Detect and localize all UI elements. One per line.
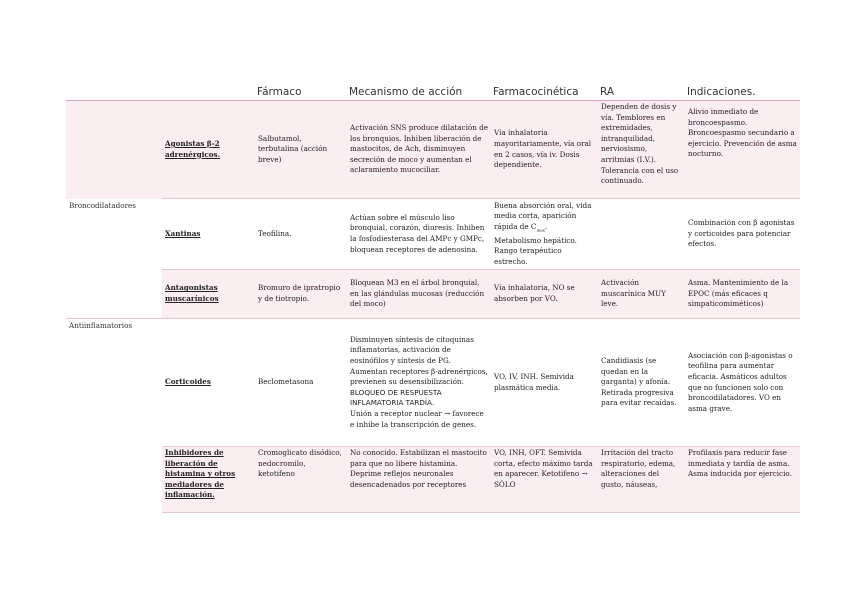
header-family: [162, 82, 255, 101]
drug-cell: Bromuro de ipratropio y de tiotropio.: [255, 270, 347, 319]
indications-cell: Profilaxis para reducir fase inmediata y tardía de asma. Asma inducida por ejercicio.: [685, 447, 800, 513]
header-drug: Fármaco: [255, 82, 347, 101]
table-row: [66, 101, 800, 199]
indications-cell: Alivio inmediato de broncoespasmo. Broncoespasmo secundario a ejercicio. Prevención de asma nocturno.: [685, 101, 800, 199]
group-cell-blank: [66, 101, 162, 199]
ra-cell: Candidiasis (se quedan en la garganta) y afonía. Retirada progresiva para evitar recaídas.: [598, 319, 685, 447]
indications-cell: Asma. Mantenimiento de la EPOC (más eficaces q simpaticomiméticos): [685, 270, 800, 319]
header-pk: Farmacocinética: [491, 82, 598, 101]
mechanism-emphasis: BLOQUEO DE RESPUESTA INFLAMATORIA TARDÍA.: [350, 387, 442, 408]
table-row: [66, 447, 800, 513]
table-row: [66, 319, 800, 447]
family-cell: Agonistas β-2 adrenérgicos.: [162, 101, 255, 199]
pk-cell: VO, IV, INH. Semivida plasmática media.: [491, 319, 598, 447]
mechanism-cell: Activación SNS produce dilatación de los bronquios. Inhiben liberación de mastocitos, de Ach, disminuyen secreción de moco y aumentan el aclaramiento mucociliar.: [347, 101, 491, 199]
pk-cell: VO, INH, OFT. Semivida corta, efecto máximo tarda en aparecer. Ketotifeno → SÓLO: [491, 447, 598, 513]
header-mechanism: Mecanismo de acción: [347, 82, 491, 101]
drug-cell: Teofilina.: [255, 199, 347, 270]
group-cell-blank: [66, 447, 162, 513]
drug-table: [66, 82, 800, 513]
table-row: [66, 270, 800, 319]
pk-cell: Vía inhalatoria, NO se absorben por VO.: [491, 270, 598, 319]
family-cell: Inhibidores de liberación de histamina y otros mediadores de inflamación.: [162, 447, 255, 513]
ra-cell: [598, 199, 685, 270]
family-cell: Antagonistas muscarínicos: [162, 270, 255, 319]
mechanism-cell: Actúan sobre el músculo liso bronquial, corazón, diuresis. Inhiben la fosfodiesterasa del AMPc y GMPc, bloquean receptores de adenosina.: [347, 199, 491, 270]
pk-cell: Vía inhalatoria mayoritariamente, vía oral en 2 casos, vía iv. Dosis dependiente.: [491, 101, 598, 199]
mechanism-text: Unión a receptor nuclear → favorece e inhibe la transcripción de genes.: [350, 408, 484, 429]
family-cell: Corticoides: [162, 319, 255, 447]
ra-cell: Irritación del tracto respiratorio, edema, alteraciones del gusto, náuseas,: [598, 447, 685, 513]
pk-subscript: max: [536, 227, 545, 233]
mechanism-cell: No conocido. Estabilizan el mastocito para que no libere histamina. Deprime reflejos neuronales desencadenados por receptores: [347, 447, 491, 513]
indications-cell: Asociación con β-agonistas o teofilina para aumentar eficacia. Asmáticos adultos que no funcionen solo con broncodilatadores. VO en asma grave.: [685, 319, 800, 447]
header-group: [66, 82, 162, 101]
pk-cell: [491, 199, 598, 270]
mechanism-text: Disminuyen síntesis de citoquinas inflamatorias, activación de eosinófilos y síntesis de PG. Aumentan receptores β-adrenérgicos, previenen su desensibilización.: [350, 334, 488, 387]
header-indications: Indicaciones.: [685, 82, 800, 101]
group-label-broncodilatadores: Broncodilatadores: [69, 200, 136, 210]
indications-cell: Combinación con β agonistas y corticoides para potenciar efectos.: [685, 199, 800, 270]
ra-cell: Dependen de dosis y vía. Temblores en extremidades, intranquilidad, nerviosismo, arritmias (I.V.). Tolerancia con el uso continuado.: [598, 101, 685, 199]
ra-cell: Activación muscarínica MUY leve.: [598, 270, 685, 319]
header-row: [66, 82, 800, 101]
group-cell-blank: [66, 270, 162, 319]
group-label-antiinflamatorios: Antiinflamatorios: [69, 321, 133, 330]
header-ra: RA: [598, 82, 685, 101]
drug-cell: Cromoglicato disódico, nedocromilo, ketotifeno: [255, 447, 347, 513]
family-cell: Xantinas: [162, 199, 255, 270]
mechanism-cell: Bloquean M3 en el árbol bronquial, en las glándulas mucosas (reducción del moco): [347, 270, 491, 319]
table-row: [66, 199, 800, 270]
pk-text-post: . Metabolismo hepático. Rango terapéutico estrecho.: [494, 221, 577, 266]
drug-cell: Salbutamol, terbutalina (acción breve): [255, 101, 347, 199]
mechanism-cell: [347, 319, 491, 447]
pk-text-pre: Buena absorción oral, vida media corta, aparición rápida de C: [494, 200, 592, 231]
drug-cell: Beclometasona: [255, 319, 347, 447]
